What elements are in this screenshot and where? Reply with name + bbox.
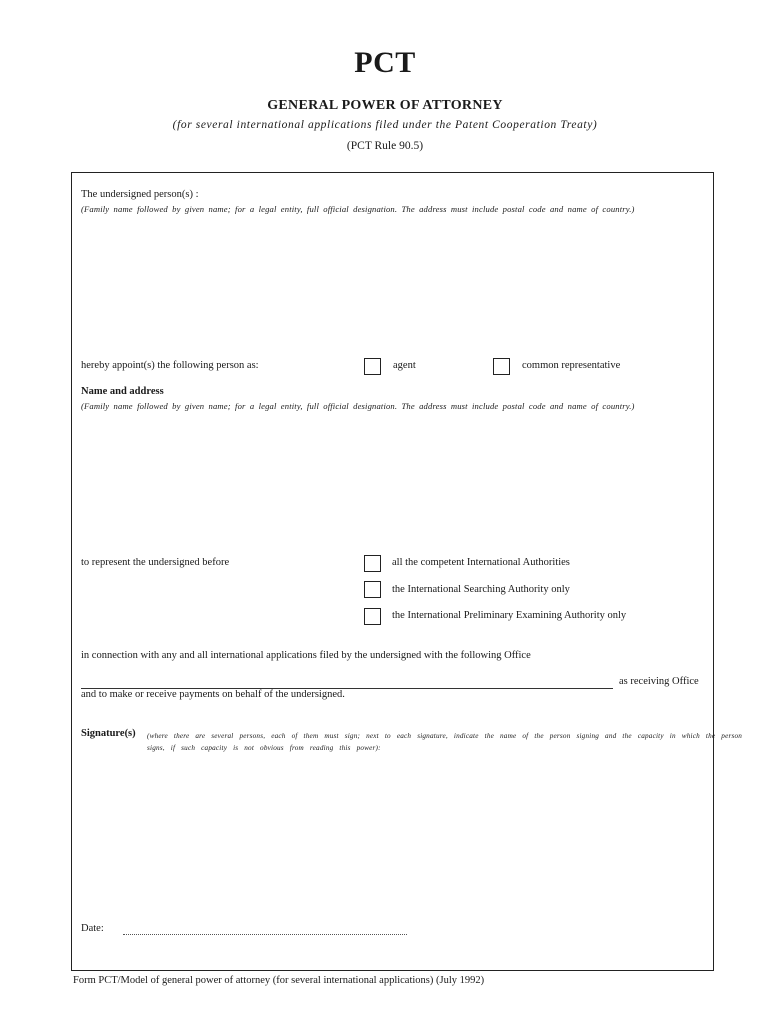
date-field[interactable]: [123, 934, 407, 935]
principal-name-address-field[interactable]: [81, 221, 701, 351]
payments-text: and to make or receive payments on behalf of the undersigned.: [81, 689, 345, 700]
document-title: GENERAL POWER OF ATTORNEY: [267, 98, 503, 113]
examining-authority-checkbox[interactable]: [364, 608, 381, 625]
document-code: PCT: [354, 46, 416, 79]
all-authorities-option-label: all the competent International Authorities: [392, 557, 570, 568]
signature-instruction-line1: (where there are several persons, each of them must sign; next to each signature, indicate the name of the person signing and the capacity in which the person: [147, 732, 743, 740]
examining-authority-option-label: the International Preliminary Examining Authority only: [392, 610, 627, 621]
document-subtitle: (for several international applications filed under the Patent Cooperation Treaty): [172, 119, 598, 131]
appointment-label: hereby appoint(s) the following person as:: [81, 360, 259, 371]
all-authorities-checkbox[interactable]: [364, 555, 381, 572]
appointee-name-address-field[interactable]: [81, 418, 701, 548]
common-representative-option-label: common representative: [522, 360, 621, 371]
receiving-office-suffix: as receiving Office: [619, 676, 699, 687]
appointee-instruction: (Family name followed by given name; for a legal entity, full official designation. The address must include postal code and name of country.): [81, 401, 635, 411]
form-footer: Form PCT/Model of general power of attorney (for several international applications) (July 1992): [73, 975, 485, 986]
searching-authority-checkbox[interactable]: [364, 581, 381, 598]
agent-option-label: agent: [393, 360, 416, 371]
searching-authority-option-label: the International Searching Authority only: [392, 584, 570, 595]
representation-label: to represent the undersigned before: [81, 557, 230, 568]
agent-checkbox[interactable]: [364, 358, 381, 375]
principal-label: The undersigned person(s) :: [81, 189, 199, 200]
form-box: [71, 172, 743, 971]
common-representative-checkbox[interactable]: [493, 358, 510, 375]
signature-instruction-line2: signs, if such capacity is not obvious from reading this power):: [147, 744, 381, 752]
appointee-label: Name and address: [81, 386, 164, 397]
principal-instruction: (Family name followed by given name; for a legal entity, full official designation. The address must include postal code and name of country.): [81, 204, 635, 214]
connection-text: in connection with any and all international applications filed by the undersigned with the following Office: [81, 650, 531, 661]
document-rule-reference: (PCT Rule 90.5): [346, 140, 424, 152]
signature-area[interactable]: [81, 763, 701, 913]
signature-label: Signature(s): [81, 728, 136, 739]
date-label: Date:: [81, 923, 104, 934]
